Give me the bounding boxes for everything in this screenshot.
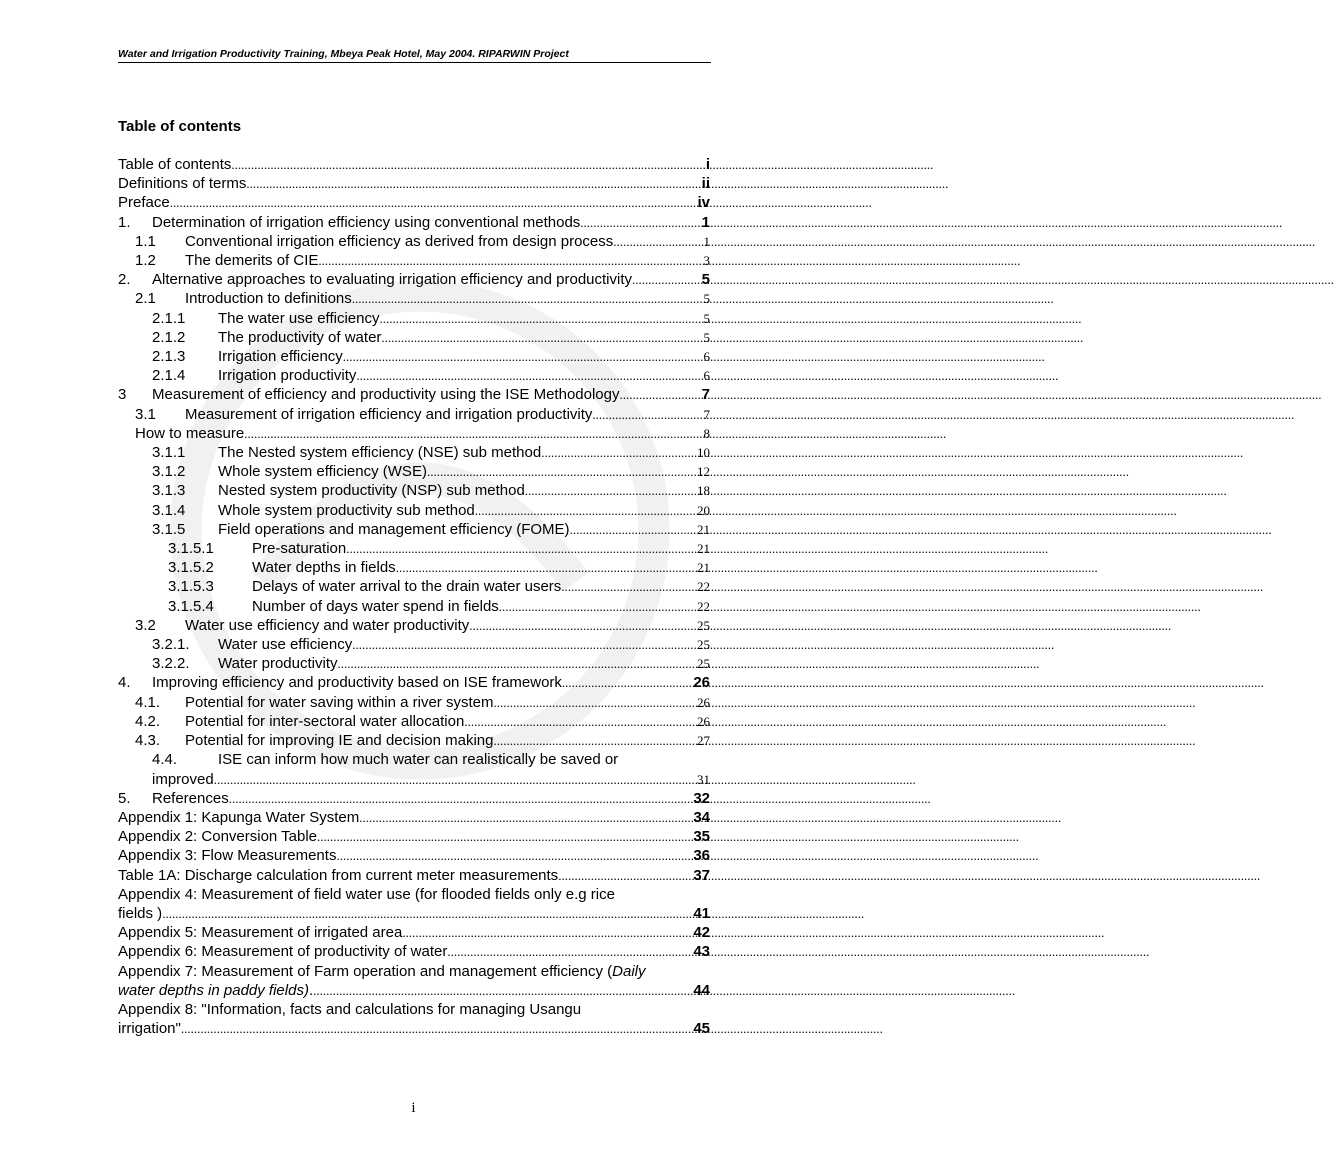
- toc-entry-title: Field operations and management efficiency (FOME): [218, 520, 570, 538]
- toc-entry-title: Potential for water saving within a river system: [185, 693, 494, 711]
- toc-entry[interactable]: [118, 942, 710, 961]
- toc-entry-title: Pre-saturation: [252, 540, 347, 558]
- toc-entry[interactable]: [118, 289, 710, 308]
- toc-entry-page: 6: [703, 368, 710, 384]
- toc-entry[interactable]: [118, 155, 710, 174]
- toc-entry[interactable]: [118, 501, 710, 520]
- toc-entry[interactable]: [118, 462, 710, 481]
- toc-entry-title: Water depths in fields: [252, 559, 396, 577]
- toc-entry-number: 2.1.4: [152, 367, 186, 385]
- toc-entry-page: 43: [693, 943, 710, 961]
- toc-entry-page: 1: [703, 233, 710, 249]
- toc-entry-title: Potential for improving IE and decision making: [185, 732, 494, 750]
- toc-entry-number: 4.4.: [152, 751, 178, 769]
- toc-entry-title: How to measure: [135, 424, 245, 442]
- toc-entry[interactable]: [118, 654, 710, 673]
- toc-entry-page: 12: [697, 464, 710, 480]
- toc-entry-title: ISE can inform how much water can realistically be saved or: [218, 751, 619, 769]
- toc-entry-page: 5: [703, 291, 710, 307]
- toc-entry-page: 5: [703, 329, 710, 345]
- toc-entry-page: 18: [697, 483, 710, 499]
- toc-entry-number: 4.: [118, 674, 131, 692]
- dot-leader: [352, 289, 702, 308]
- toc-entry-page: i: [705, 156, 710, 173]
- dot-leader: [499, 597, 695, 616]
- toc-entry-number: 5.: [118, 789, 131, 807]
- toc-entry-title-italic: Daily: [612, 962, 646, 980]
- dot-leader: [447, 942, 691, 961]
- toc-entry-title: The demerits of CIE: [185, 252, 319, 270]
- dot-leader: [170, 193, 696, 212]
- toc-entry-page: 3: [703, 253, 710, 269]
- toc-entry-number: 4.2.: [135, 712, 161, 730]
- toc-entry-title: Water use efficiency and water productivity: [185, 616, 470, 634]
- toc-entry-title: Improving efficiency and productivity based on ISE framework: [152, 674, 562, 692]
- toc-entry-number: 1.1: [135, 232, 156, 250]
- toc-entry[interactable]: [118, 309, 710, 328]
- toc-entry-title-continued-italic: water depths in paddy fields): [118, 981, 309, 999]
- toc-entry-title: Appendix 5: Measurement of irrigated area: [118, 924, 403, 942]
- toc-entry[interactable]: [118, 424, 710, 443]
- toc-entry-page: 26: [697, 713, 710, 729]
- toc-entry-page: 31: [697, 771, 710, 787]
- dot-leader: [381, 328, 701, 347]
- dot-leader: [469, 616, 695, 635]
- toc-entry-title: Measurement of efficiency and productivity using the ISE Methodology: [152, 386, 620, 404]
- toc-entry-number: 2.: [118, 271, 131, 289]
- dot-leader: [493, 693, 695, 712]
- toc-entry[interactable]: [118, 520, 710, 539]
- page-number: i: [411, 1100, 416, 1116]
- toc-entry-page: ii: [701, 175, 710, 193]
- toc-entry-title: Potential for inter-sectoral water allocation: [185, 712, 465, 730]
- toc-entry-title: The water use efficiency: [218, 309, 380, 327]
- toc-entry[interactable]: [118, 232, 710, 251]
- toc-entry-page: 22: [697, 579, 710, 595]
- toc-entry-title: Preface: [118, 194, 170, 212]
- dot-leader: [336, 846, 691, 865]
- toc-entry-number: 1.2: [135, 252, 156, 270]
- dot-leader: [244, 424, 701, 443]
- dot-leader: [541, 443, 695, 462]
- toc-entry-title: Delays of water arrival to the drain water users: [252, 578, 562, 596]
- toc-entry-number: 3.1.4: [152, 501, 186, 519]
- dot-leader: [343, 347, 702, 366]
- dot-leader: [356, 366, 701, 385]
- toc-entry-page: 7: [701, 386, 710, 404]
- toc-entry-page: 42: [693, 924, 710, 942]
- toc-entry-page: 26: [693, 674, 710, 692]
- toc-entry[interactable]: [118, 481, 710, 500]
- dot-leader: [317, 827, 691, 846]
- toc-entry-title-continued: improved: [152, 770, 214, 788]
- toc-entry-title: Appendix 4: Measurement of field water use (for flooded fields only e.g rice: [118, 885, 615, 903]
- dot-leader: [337, 654, 695, 673]
- running-header: Water and Irrigation Productivity Training, Mbeya Peak Hotel, May 2004. RIPARWIN Project: [118, 48, 711, 63]
- toc-entry-page: 1: [701, 213, 710, 231]
- toc-entry-page: 44: [693, 981, 710, 999]
- toc-entry-page: 21: [697, 521, 710, 537]
- toc-entry-number: 3.1.5.4: [168, 597, 214, 615]
- toc-entry[interactable]: [118, 539, 710, 558]
- toc-entry-page: 35: [693, 828, 710, 846]
- dot-leader: [570, 520, 695, 539]
- toc-entry-title: Measurement of irrigation efficiency and irrigation productivity: [185, 405, 593, 423]
- toc-entry-page: 25: [697, 656, 710, 672]
- toc-entry[interactable]: [118, 962, 710, 1000]
- toc-entry-number: 4.1.: [135, 693, 161, 711]
- dot-leader: [562, 673, 691, 692]
- dot-leader: [558, 866, 691, 885]
- toc-entry-title: Alternative approaches to evaluating irrigation efficiency and productivity: [152, 271, 632, 289]
- toc-entry-title: The Nested system efficiency (NSE) sub method: [218, 444, 542, 462]
- dot-leader: [464, 712, 695, 731]
- toc-entry[interactable]: [118, 693, 710, 712]
- toc-entry-number: 3.1: [135, 405, 156, 423]
- toc-entry-page: 36: [693, 847, 710, 865]
- toc-heading: Table of contents: [118, 118, 242, 135]
- toc-entry-page: 21: [697, 541, 710, 557]
- toc-entry-title: Appendix 7: Measurement of Farm operation and management efficiency (: [118, 962, 613, 980]
- toc-entry-number: 2.1.1: [152, 309, 186, 327]
- toc-entry-title: Water use efficiency: [218, 636, 353, 654]
- dot-leader: [396, 558, 695, 577]
- toc-entry-number: 3.1.2: [152, 463, 186, 481]
- dot-leader: [619, 385, 699, 404]
- toc-entry-number: 1.: [118, 213, 131, 231]
- toc-entry[interactable]: [118, 846, 710, 865]
- toc-entry-title: Appendix 3: Flow Measurements: [118, 847, 337, 865]
- dot-leader: [346, 539, 695, 558]
- toc-entry-title: Table of contents: [118, 156, 232, 173]
- toc-entry-number: 3.2: [135, 616, 156, 634]
- toc-entry-title: Appendix 6: Measurement of productivity of water: [118, 943, 448, 961]
- toc-entry-title-continued: fields ): [118, 904, 163, 922]
- toc-entry-page: 5: [703, 310, 710, 326]
- toc-entry[interactable]: [118, 866, 710, 885]
- dot-leader: [494, 731, 696, 750]
- toc-entry-page: 8: [703, 425, 710, 441]
- toc-entry-number: 2.1.3: [152, 348, 186, 366]
- toc-entry-number: 3.1.1: [152, 444, 186, 462]
- dot-leader: [229, 789, 692, 808]
- toc-entry-number: 3: [118, 386, 127, 404]
- dot-leader: [214, 770, 695, 789]
- toc-entry[interactable]: [118, 597, 710, 616]
- toc-entry-title: Irrigation productivity: [218, 367, 357, 385]
- dot-leader: [592, 405, 701, 424]
- dot-leader: [162, 904, 691, 923]
- toc-entry[interactable]: [118, 808, 710, 827]
- dot-leader: [246, 174, 699, 193]
- dot-leader: [231, 155, 703, 174]
- toc-entry-page: 34: [693, 808, 710, 826]
- toc-entry-page: 37: [693, 866, 710, 884]
- dot-leader: [359, 808, 691, 827]
- toc-entry-page: 10: [697, 445, 710, 461]
- toc-entry-title: Conventional irrigation efficiency as derived from design process: [185, 232, 614, 250]
- toc-entry-title: Irrigation efficiency: [218, 348, 343, 366]
- toc-entry-page: 25: [697, 617, 710, 633]
- toc-entry[interactable]: [118, 251, 710, 270]
- toc-entry[interactable]: [118, 213, 710, 232]
- toc-entry-number: 3.1.5.3: [168, 578, 214, 596]
- dot-leader: [352, 635, 695, 654]
- toc-entry[interactable]: [118, 712, 710, 731]
- toc-entry[interactable]: [118, 443, 710, 462]
- toc-entry-page: 20: [697, 502, 710, 518]
- toc-entry-title: The productivity of water: [218, 328, 382, 346]
- toc-entry-title: Number of days water spend in fields: [252, 597, 499, 615]
- toc-entry-title: References: [152, 789, 229, 807]
- dot-leader: [613, 232, 701, 251]
- toc-entry-page: 45: [693, 1020, 710, 1038]
- toc-entry[interactable]: [118, 789, 710, 808]
- toc-entry[interactable]: [118, 174, 710, 193]
- toc-entry-page: 26: [697, 694, 710, 710]
- dot-leader: [632, 270, 700, 289]
- toc-entry-page: 27: [697, 733, 710, 749]
- toc-entry-page: 32: [693, 789, 710, 807]
- toc-entry-number: 2.1: [135, 290, 156, 308]
- dot-leader: [580, 213, 699, 232]
- toc-entry-title: Appendix 2: Conversion Table: [118, 828, 318, 846]
- toc-entry-title: Introduction to definitions: [185, 290, 352, 308]
- toc-entry-page: 41: [693, 904, 710, 922]
- dot-leader: [379, 309, 701, 328]
- toc-entry-page: 5: [701, 271, 710, 289]
- dot-leader: [475, 501, 695, 520]
- dot-leader: [402, 923, 691, 942]
- dot-leader: [525, 481, 695, 500]
- toc-entry-page: 25: [697, 637, 710, 653]
- toc-entry[interactable]: [118, 673, 710, 692]
- toc-entry[interactable]: [118, 731, 710, 750]
- toc-entry-number: 2.1.2: [152, 328, 186, 346]
- toc-entry-page: 7: [703, 406, 710, 422]
- toc-entry-title: Appendix 8: "Information, facts and calculations for managing Usangu: [118, 1000, 582, 1018]
- toc-entry-number: 3.2.2.: [152, 655, 190, 673]
- toc-entry-number: 3.1.5.1: [168, 540, 214, 558]
- toc-entry-number: 3.2.1.: [152, 636, 190, 654]
- toc-entry-number: 3.1.5: [152, 520, 186, 538]
- toc-entry-number: 3.1.5.2: [168, 559, 214, 577]
- toc-entry-title: Water productivity: [218, 655, 338, 673]
- dot-leader: [427, 462, 695, 481]
- toc-entry-page: 6: [703, 349, 710, 365]
- toc-entry[interactable]: [118, 923, 710, 942]
- toc-entry[interactable]: [118, 616, 710, 635]
- toc-entry-title: Whole system efficiency (WSE): [218, 463, 427, 481]
- toc-entry[interactable]: [118, 385, 710, 404]
- dot-leader: [313, 981, 691, 1000]
- toc-entry[interactable]: [118, 750, 710, 788]
- toc-entry-title: Nested system productivity (NSP) sub method: [218, 482, 525, 500]
- table-of-contents: [118, 155, 710, 1038]
- toc-entry-page: iv: [697, 194, 710, 212]
- toc-entry[interactable]: [118, 347, 710, 366]
- toc-entry[interactable]: [118, 635, 710, 654]
- toc-entry-title: Determination of irrigation efficiency using conventional methods: [152, 213, 581, 231]
- toc-entry-title-continued: .: [308, 981, 314, 999]
- toc-entry[interactable]: [118, 193, 710, 212]
- toc-entry[interactable]: [118, 270, 710, 289]
- toc-entry[interactable]: [118, 366, 710, 385]
- toc-entry-number: 3.1.3: [152, 482, 186, 500]
- dot-leader: [561, 577, 695, 596]
- toc-entry[interactable]: [118, 328, 710, 347]
- toc-entry-title-continued: irrigation": [118, 1020, 181, 1038]
- toc-entry[interactable]: [118, 405, 710, 424]
- toc-entry-title: Appendix 1: Kapunga Water System: [118, 808, 360, 826]
- toc-entry-page: 22: [697, 598, 710, 614]
- dot-leader: [181, 1019, 691, 1038]
- toc-entry-title: Definitions of terms: [118, 175, 247, 193]
- toc-entry[interactable]: [118, 577, 710, 596]
- toc-entry-title: Table 1A: Discharge calculation from current meter measurements: [118, 866, 559, 884]
- toc-entry-number: 4.3.: [135, 732, 161, 750]
- toc-entry[interactable]: [118, 558, 710, 577]
- toc-entry-page: 21: [697, 560, 710, 576]
- toc-entry[interactable]: [118, 885, 710, 923]
- dot-leader: [318, 251, 701, 270]
- toc-entry[interactable]: [118, 1000, 710, 1038]
- toc-entry-title: Whole system productivity sub method: [218, 501, 475, 519]
- toc-entry[interactable]: [118, 827, 710, 846]
